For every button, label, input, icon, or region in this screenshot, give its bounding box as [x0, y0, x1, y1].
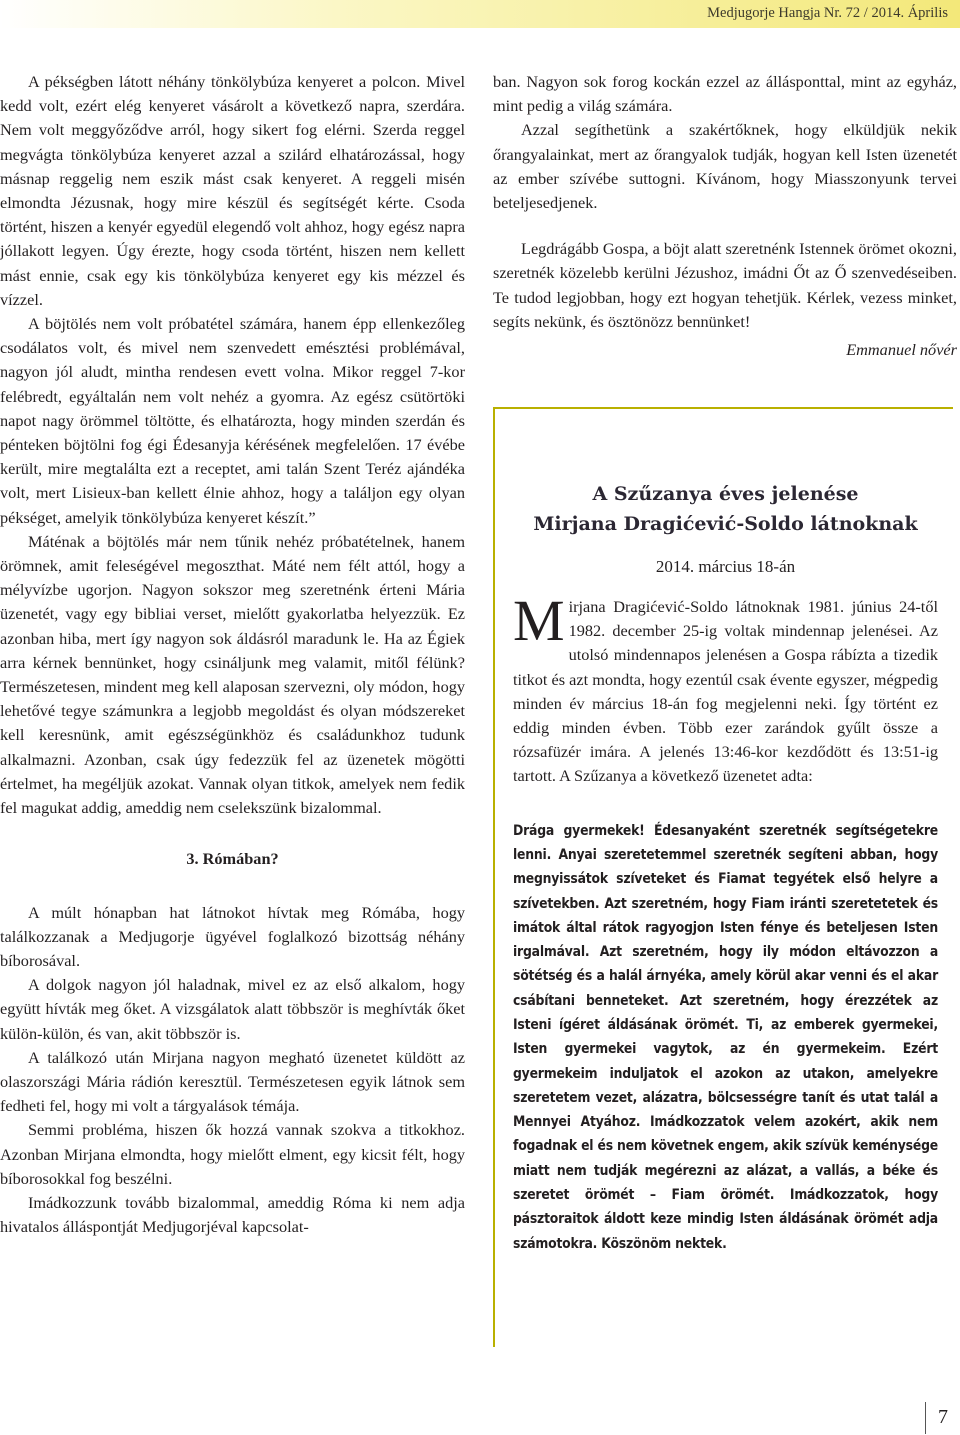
paragraph: A pékségben látott néhány tönkölybúza kenyeret a polcon. Mivel kedd volt, ezért elég kenyeret vásárolt a következő napra, szerdára. Nem volt meggyőződve arról, hogy sikert fog elérni. Szerda reggel megvágta tönkölybúza kenyeret azzal a szilárd elhatározással, hogy másnap reggelig nem eszik mást csak kenyeret. A reggeli misén elmondta Jézusnak, hogy mire készül és segítségét kérte. Csoda történt, hiszen a kenyér egyedül elegendő volt ahhoz, hogy egész napra jóllakott legyen. Úgy érezte, hogy csoda történt, hiszen nem kellett mást ennie, csak egy kis tönkölybúza kenyeret egy kis mézzel és vízzel. — [0, 72, 465, 309]
paragraph: A múlt hónapban hat látnokot hívtak meg Rómába, hogy találkozzanak a Medjugorje ügyével foglalkozó bizottság néhány bíborosával. — [0, 902, 465, 970]
page-header — [0, 0, 960, 28]
left-column — [0, 70, 465, 1239]
apparition-box — [493, 407, 953, 1347]
paragraph-continuation: ban. Nagyon sok forog kockán ezzel az állásponttal, mint az egyház, mint pedig a világ számára. — [493, 72, 957, 116]
box-title — [513, 479, 938, 539]
box-intro — [513, 588, 938, 789]
signature: Emmanuel nővér — [846, 340, 957, 360]
paragraph: A dolgok nagyon jól haladnak, mivel ez az első alkalom, hogy együtt hívták meg őket. A vizsgálatok alatt többször is meghívták őket külön-külön, és van, akit többször is. — [0, 975, 465, 1043]
box-date: 2014. március 18-án — [655, 557, 796, 576]
page-number: 7 — [938, 1406, 948, 1428]
paragraph: A böjtölés nem volt próbatétel számára, hanem épp ellenkezőleg csodálatos volt, és mivel nem szenvedett emésztési problémával, nagyon jól aludt, mintha rendesen evett volna. Mikor reggel 7-kor felébredt, egyáltalán nem volt nehéz a gyomra. Az egész csütörtöki napot nagy örömmel töltötte, és elhatározta, hogy minden szerdán és pénteken böjtölni fog égi Édesanyja kérésének megfelelően. 17 évébe került, mire megtalálta ezt a receptet, ami talán Szent Teréz ajándéka volt, mert Lisieux-ban kellett élnie ahhoz, hogy a találjon egy olyan pékséget, amelyik tönkölybúza kenyeret készít.” — [0, 314, 465, 527]
box-title-line: Mirjana Dragićević-Soldo látnoknak — [533, 513, 918, 535]
paragraph: Azzal segíthetünk a szakértőknek, hogy elküldjük nekik őrangyalainkat, mert az őrangyalok tudják, hogyan kell Isten üzenetét az ember szívébe suttogni. Kívánom, hogy Miasszonyunk tervei beteljesedjenek. — [493, 120, 957, 213]
paragraph: A találkozó után Mirjana nagyon megható üzenetet küldött az olaszországi Mária rádión keresztül. Természetesen egyik látnok sem fedheti fel, hogy mi volt a tárgyalások témája. — [0, 1047, 465, 1116]
drop-cap: M — [513, 588, 565, 653]
section-title: 3. Rómában? — [186, 849, 279, 869]
apparition-box-content — [513, 479, 938, 1256]
prayer-paragraph: Legdrágább Gospa, a böjt alatt szeretnénk Istennek örömet okozni, szeretnék közelebb kerülni Jézushoz, imádni Őt az Ő szenvedéseiben. Te tudod legjobban, hogy ezt hogyan tehetjük. Kérlek, vezess minket, segíts nekünk, és ösztönözz bennünket! — [493, 239, 957, 331]
box-intro-text: irjana Dragićević-Soldo látnoknak 1981. június 24-től 1982. december 25-ig voltak mindennap jelenései. Az utolsó mindennapos jelenésen a Gospa rábízta a tizedik titkot és azt mondta, hogy ezentúl csak évente egyszer, mégpedig minden év március 18-án fog megjelenni neki. Így történt ez eddig minden évben. Több ezer zarándok gyűlt össze a rózsafüzér imára. A jelenés 13:46-kor kezdődött és 13:51-ig tartott. A Szűzanya a következő üzenetet adta: — [513, 597, 938, 786]
message-text: Drága gyermekek! Édesanyaként szeretnék segítségetekre lenni. Anyai szeretetemmel szeretnék segíteni abban, hogy megnyissátok szíveteket és Fiamat tegyétek első helyre a szívetekben. Azt szeretném, hogy Fiam iránti szeretetetek és imátok által rátok ragyogjon Isten fénye és beteljesen Isten irgalmával. Azt szeretném, hogy ily módon eltávozzon a sötétség és a halál árnyéka, amely körül akar venni és el akar csábítani benneteket. Azt szeretném, hogy érezzétek az Isteni ígéret áldásának örömét. Ti, az emberek gyermekei, Isten gyermekei vagytok, az én gyermekeim. Ezért gyermekeim induljatok el azokon az utakon, amelyekre szeretetem vezet, alázatra, bölcsességre tanít és utat talál a Mennyei Atyához. Imádkozzatok velem azokért, akik nem fogadnak el és nem követnek engem, akik szívük keménysége miatt nem tudják megérezni az alázat, a vallás, a béke és szeretet örömét – Fiam örömét. Imádkozzatok, hogy pásztoraitok áldott keze mindig Isten áldásának örömét adja számotokra. Köszönöm nektek. — [513, 822, 938, 1252]
spacer — [493, 215, 957, 237]
header-title: Medjugorje Hangja Nr. 72 / 2014. Április — [707, 5, 948, 21]
box-title-line: A Szűzanya éves jelenése — [592, 483, 859, 505]
right-column — [493, 70, 957, 362]
paragraph: Imádkozzunk tovább bizalommal, ameddig Róma ki nem adja hivatalos álláspontját Medjugorjéval kapcsolat- — [0, 1192, 465, 1237]
page-number-divider — [925, 1402, 926, 1434]
paragraph: Máténak a böjtölés már nem tűnik nehéz próbatételnek, hanem örömnek, amit feleségével megoszthat. Máté nem félt attól, hogy a mélyvízbe ugorjon. Nagyon sokszor meg szeretnénk érteni Mária üzenetét, vagy egy bibliai verset, mielőtt gyakorlatba helyezzük. Ez azonban hiba, mert így nagyon sok áldásról maradunk le. Ha az Égiek arra kérnek bennünket, hogy csináljunk meg valamit, mitől félünk? Természetesen, mindent meg kell alaposan szervezni, oly módon, hogy lehetővé tegye számunkra a legjobb megoldást és olyan módszereket kell keresnünk, amit egészségünkhöz és családunkhoz tudunk alkalmazni. Azonban, csak úgy fedezzük fel az üzenetek mögötti értelmet, ha megéljük azokat. Vannak olyan titkok, amelyek nem fedik fel magukat addig, ameddig nem cselekszünk bizalommal. — [0, 531, 465, 818]
paragraph: Semmi probléma, hiszen ők hozzá vannak szokva a titkokhoz. Azonban Mirjana elmondta, hogy mielőtt elment, egy kicsit félt, hogy bíborosokkal fog beszélni. — [0, 1120, 465, 1188]
